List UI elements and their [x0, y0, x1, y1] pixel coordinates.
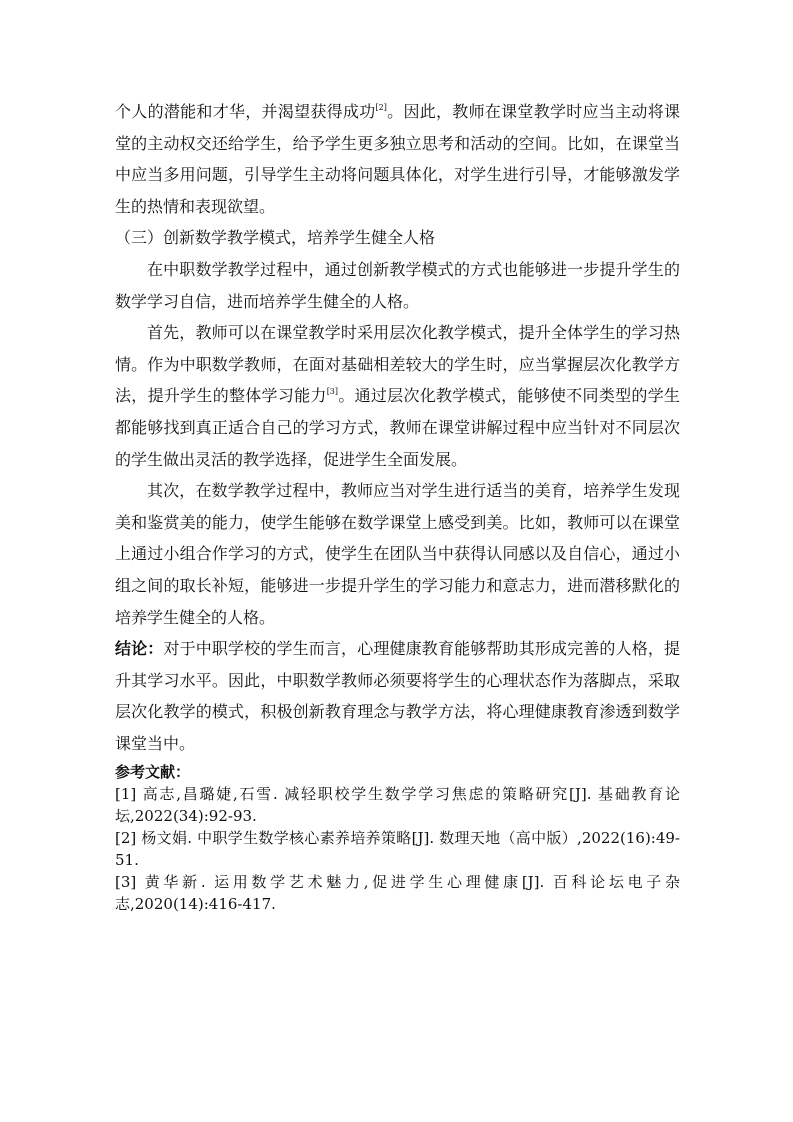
references-title: 参考文献：	[115, 763, 191, 782]
citation-2[interactable]: [2]	[375, 103, 387, 112]
citation-3[interactable]: [3]	[326, 387, 339, 397]
paragraph-3-text-b: 。通过层次化教学模式，能够使不同类型的学生都能够找到真正适合自己的学习方式，教师在课堂讲解过程中应当针对不同层次的学生做出灵活的教学选择，促进学生全面发展。	[115, 386, 680, 469]
paragraph-1	[115, 96, 680, 222]
reference-item-1: [1] 高志,昌璐婕,石雪. 减轻职校学生数学学习焦虑的策略研究[J]. 基础教育论坛,2022(34):92-93.	[115, 785, 680, 826]
conclusion-label: 结论：	[115, 639, 164, 659]
references	[115, 761, 680, 915]
conclusion-text: 对于中职学校的学生而言，心理健康教育能够帮助其形成完善的人格，提升其学习水平。因此，中职数学教师必须要将学生的心理状态作为落脚点，采取层次化教学的模式，积极创新教育理念与教学方法，将心理健康教育渗透到数学课堂当中。	[115, 639, 680, 753]
reference-item-3: [3] 黄华新. 运用数学艺术魅力,促进学生心理健康[J]. 百科论坛电子杂志,2020(14):416-417.	[115, 873, 680, 914]
paragraph-1-text-b: 。因此，教师在课堂教学时应当主动将课堂的主动权交还给学生，给予学生更多独立思考和活动的空间。比如，在课堂当中应当多用问题，引导学生主动将问题具体化，对学生进行引导，才能够激发学生的热情和表现欲望。	[115, 102, 680, 216]
paragraph-4: 其次，在数学教学过程中，教师应当对学生进行适当的美育，培养学生发现美和鉴赏美的能力，使学生能够在数学课堂上感受到美。比如，教师可以在课堂上通过小组合作学习的方式，使学生在团队当中获得认同感以及自信心，通过小组之间的取长补短，能够进一步提升学生的学习能力和意志力，进而潜移默化的培养学生健全的人格。	[115, 481, 680, 627]
conclusion	[115, 633, 680, 759]
paragraph-2: 在中职数学教学过程中，通过创新教学模式的方式也能够进一步提升学生的数学学习自信，进而培养学生健全的人格。	[115, 259, 680, 311]
paragraph-3	[115, 317, 680, 475]
paragraph-3-text-a: 首先，教师可以在课堂教学时采用层次化教学模式，提升全体学生的学习热情。作为中职数学教师，在面对基础相差较大的学生时，应当掌握层次化教学方法，提升学生的整体学习能力	[115, 323, 680, 406]
reference-item-2: [2] 杨文娟. 中职学生数学核心素养培养策略[J]. 数理天地（高中版）,2022(16):49-51.	[115, 829, 680, 870]
section-heading-3: （三）创新数学教学模式，培养学生健全人格	[115, 228, 436, 248]
paragraph-1-text-a: 个人的潜能和才华，并渴望获得成功	[115, 102, 376, 121]
document-page	[115, 96, 680, 915]
